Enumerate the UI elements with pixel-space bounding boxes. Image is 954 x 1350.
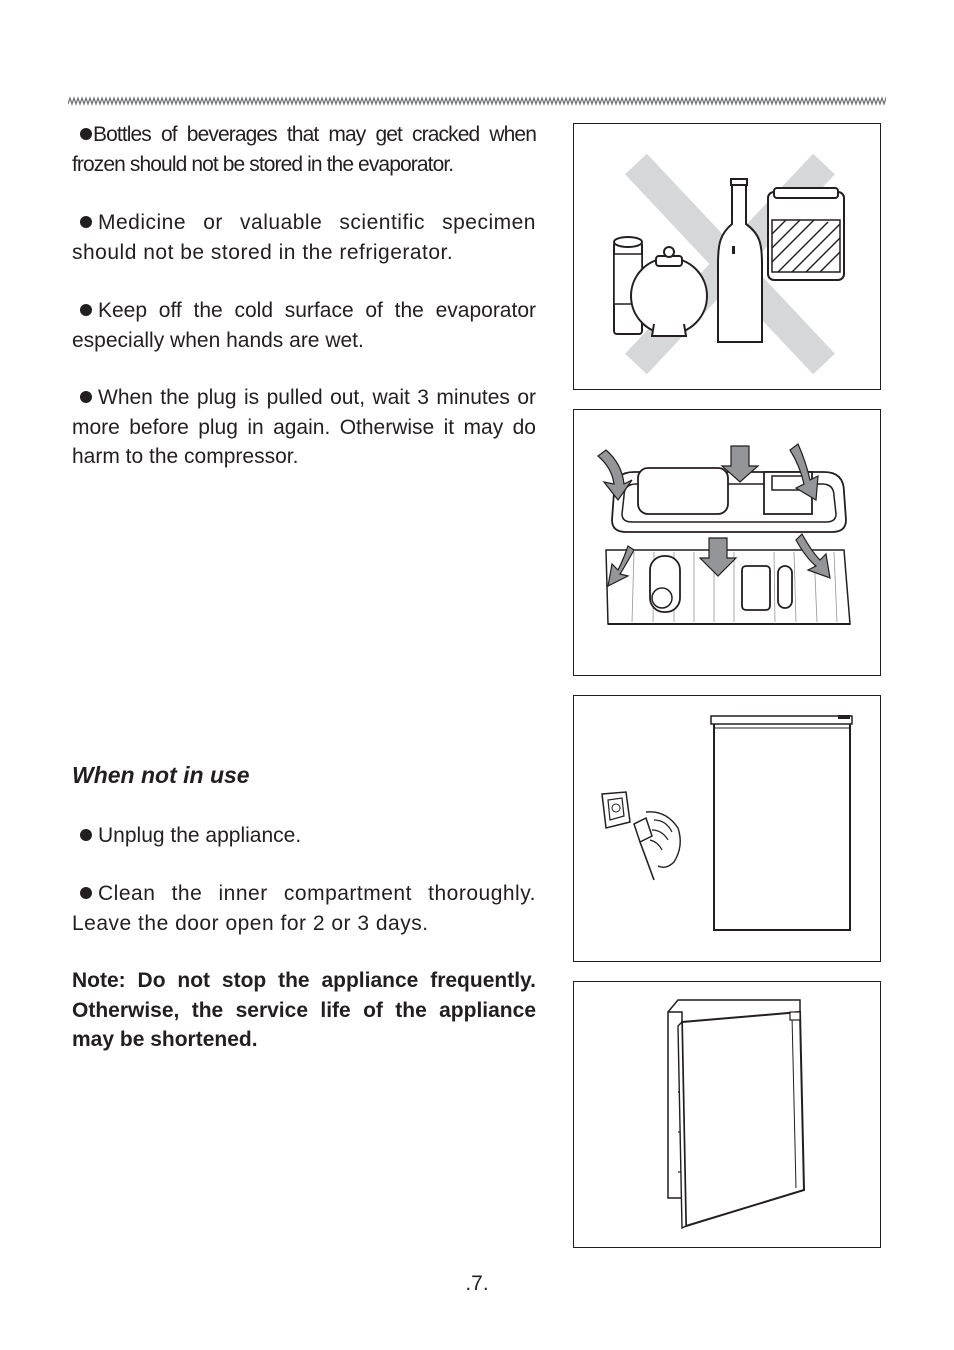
note-paragraph: Note: Do not stop the appliance frequently. Otherwise, the service life of the appliance may be shortened. [72,969,536,1051]
zigzag-divider [68,96,886,106]
figure-no-bottles [573,123,881,390]
bullet-paragraph: Medicine or valuable scientific specimen should not be stored in the refrigerator. [72,211,536,264]
section-heading: When not in use [72,762,250,788]
open-door-illustration [574,982,880,1247]
figure-door-open [573,981,881,1248]
bullet-dot-icon [80,304,92,316]
bullet-dot-icon [80,391,92,403]
bullet-dot-icon [80,216,92,228]
bullet-paragraph: Keep off the cold surface of the evaporator especially when hands are wet. [72,299,536,352]
unplug-illustration [574,696,880,961]
bullet-paragraph: Clean the inner compartment thoroughly. Leave the door open for 2 or 3 days. [72,882,536,935]
bullet-paragraph: Unplug the appliance. [72,821,536,851]
bullet-dot-icon [80,887,92,899]
bullet-paragraph: Bottles of beverages that may get cracked when frozen should not be stored in the evaporator. [72,123,536,176]
page-number: .7. [465,1272,489,1295]
figure-shelf-airflow [573,409,881,676]
crossed-bottles-illustration [574,124,880,389]
bullet-dot-icon [80,829,92,841]
shelf-airflow-illustration [574,410,880,675]
bullet-dot-icon [80,128,92,140]
bullet-paragraph: When the plug is pulled out, wait 3 minutes or more before plug in again. Otherwise it may do harm to the compressor. [72,386,536,468]
figure-unplug [573,695,881,962]
